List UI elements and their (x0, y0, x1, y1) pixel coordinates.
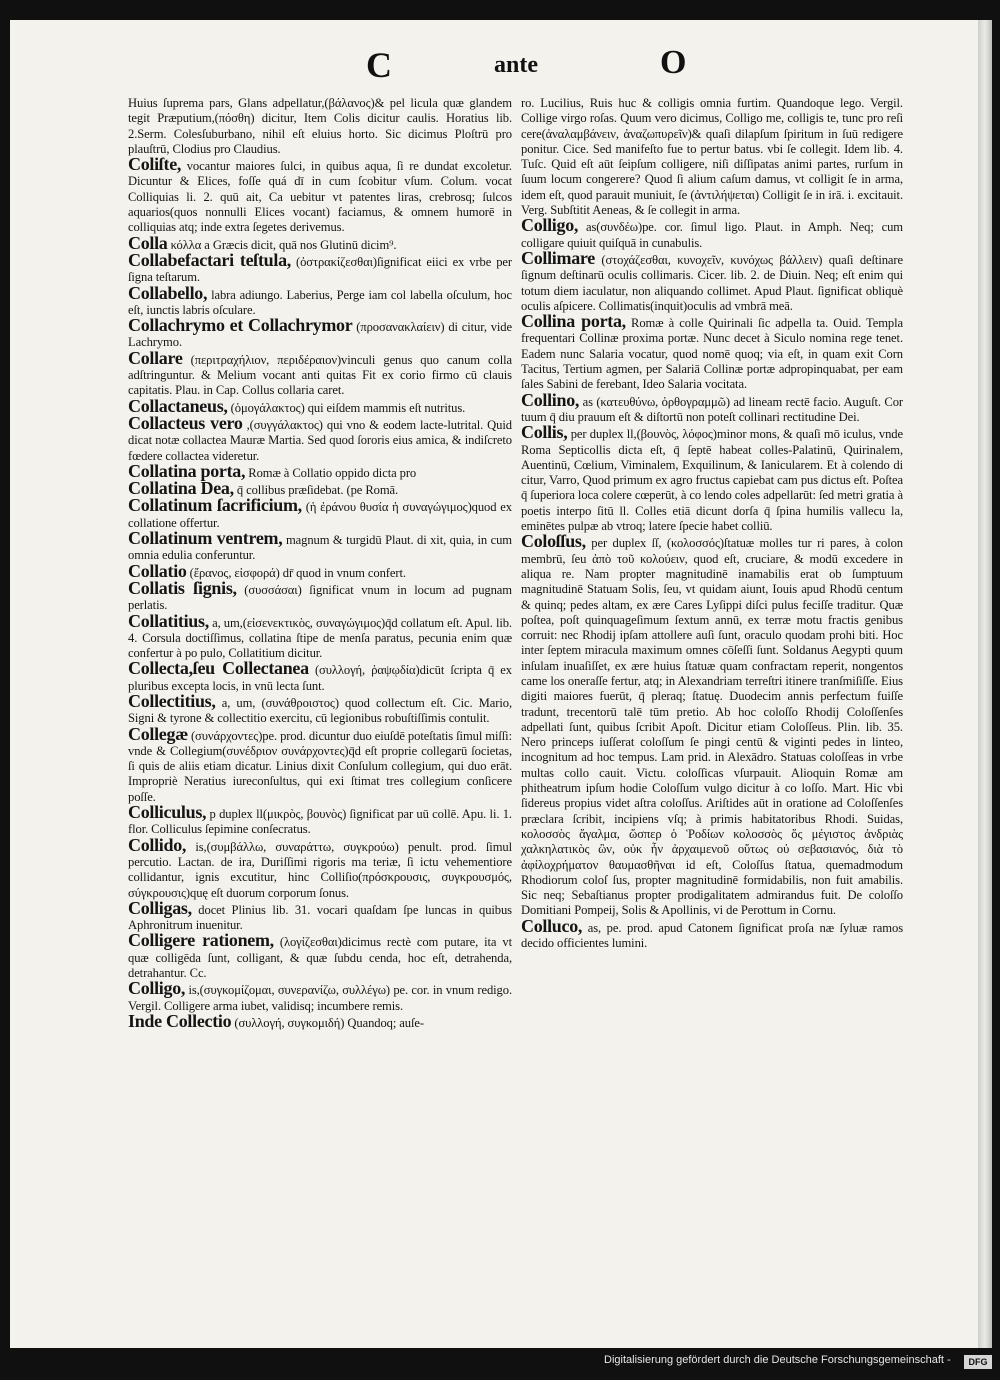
entry-headword: Collacteus vero (128, 412, 243, 433)
running-header (0, 44, 1000, 104)
dictionary-entry (521, 215, 903, 251)
entry-headword: Collina porta, (521, 311, 626, 332)
header-left-letter: C (366, 45, 392, 85)
entry-text: as(συνδέω)pe. cor. ſimul ligo. Plaut. in Amph. Neq; cum colligare quiuit quiſquā in cunabulis. (521, 220, 903, 250)
dictionary-entry (128, 347, 512, 399)
entry-headword: Collis, (521, 422, 568, 443)
entry-text: per duplex ſſ, (κολοσσός)ſtatuæ molles tur ri pares, à colon membrū, ſeu ἀπὸ τοῦ κολούειν, quod eſt, cruciare, & modū excedere in aliqua re. Nam propter magnitudinē inamabilis erat ob ſumptuum magnitudinē Statuam Solis, ſeu, vt quidam aiunt, Iouis apud Rhodū centum & quinq; pedes altam, ex ære Cares Lyſippi diſci pulus feciſſe traditur. Quæ poſtea, poſt quinquageſimum ſextum annū, ex terræ motu fractis genibus corruit: nec Rhodij ipſam attollere auſi ſunt, oraculo quodam prohi biti. Hoc inter ſeptem miracula maximum omnes cōſeſſi ſunt. Soldanus Aegypti quum inſulam inuaſiſſet, ex ære huius ſtatuæ quam confractam reperit, nongentos came los oneraſſe fertur, atq; in Alexandriam terreſtri itinere tranſmiſiſſe. Eius digiti maiores fuerūt, q̄ pleraq; ſtatuę. Duodecim annis perfectum fuiſſe tradunt, trecentorū talē tūm pretio. Ab hoc coloſſo Rhodij Coloſſenſes adpellati ſunt, quibus ſcribit Apoſt. Dicitur etiam Coloſſeus. Plin. lib. 35. Nero princeps iuſſerat coloſſum ſe pingi centū & viginti pedes in linteo, incognitum ad hoc tempus. Lam prid. in Alexādro. Statuas coloſſeas in vrbe multas collo cauit. Victu. coloſſicas vſurpauit. Alioquin Romæ am phitheatrum ipſum hodie Coloſſum vulgo dicitur à co loſſo. Mart. Hic vbi ſidereus propius videt aſtra coloſſus. Ariſtides aūt in oratione ad Coloſſenſes præclara ſcribit, incipiens vſq; à primis habitatoribus Rhodi. Suidas, κολοσσὸς ἄγαλμα, ὥσπερ ὁ Ῥοδίων κολοσσὸς ὅς μέγιστος ἀνδριὰς χαλκηλατικὸς ὢν, οὐκ ἦν ἀρχαιμενοῦ οὕτως οὐ σεβασιανός, διὰ τὸ ἀφίλοχρήματον θαυμασθῆναι id eſt, Coloſſus ſtatua, quemadmodum Rhodiorum coloſ ſus, propter magnitudinē formidabilis, non fuit amabilis. Sic neq; Sebaſtianus propter prodigalitatem admirandus fuit. De coloſſo Domitiani Pompeij, Solis & Apollinis, vi de Perottum in Cornu. (521, 536, 903, 918)
dictionary-entry (521, 247, 903, 314)
entry-text: (ὁμογάλακτος) qui eiſdem mammis eſt nutritus. (230, 400, 466, 415)
dictionary-entry (128, 897, 512, 934)
entry-headword: Colligas, (128, 897, 192, 918)
entry-text: (λογίζεσθαι)dicimus rectè com putare, ita vt quæ colligēda ſunt, colligant, & quæ ſubdu cenda, hoc eſt, detrahenda, detrahantur. Cc. (128, 935, 512, 981)
entry-headword: Inde Collectio (128, 1010, 232, 1031)
entry-headword: Collino, (521, 389, 580, 410)
dictionary-entry (128, 930, 512, 981)
entry-headword: Collecta,ſeu Collectanea (128, 658, 309, 679)
entry-text: as, pe. prod. apud Catonem ſignificat proſa næ ſyluæ ramos decido officientes lumini. (521, 920, 903, 951)
dictionary-entry (521, 389, 903, 426)
entry-headword: Colligo, (128, 978, 186, 999)
entry-text: (συνάρχοντες)pe. prod. dicuntur duo eiuſdē poteſtatis ſimul miſſi: vnde & Collegium(συνέδριον συνάρχοντες)q̄d eſt proprie collegarū ſocietas, ſi quis de aliis etiam dicatur. Linius dixit Conſulum collegium, qui duo erāt. Impropriè Neratius iureconſultus, qui exi ſtimat tres collegium conſicere poſſe. (128, 728, 512, 804)
page-stack-edge (978, 20, 992, 1348)
entry-headword: Collegæ (128, 723, 188, 744)
dictionary-entry (128, 315, 512, 351)
dictionary-entry (128, 577, 512, 614)
entry-text: (συλλογή, συγκομιδή) Quandoq; auſe- (234, 1015, 424, 1030)
header-right-letter: O (660, 44, 687, 81)
entry-text: (στοχάζεσθαι, κυνοχεῖν, κυνόχως βάλλειν) quaſi deſtinare ſignum deſtinarū oculis collimaris. Cicer. lib. 2. de Diuin. Neq; eſt enim qui totum diem iaculatur, non aliquando collimet. Apud Plaut. ſignificat obliquè oculis aſpicere. Collimatis(inquit)oculis ad vmbrā meā. (521, 252, 903, 313)
entry-headword: Collachrymo et Collachrymor (128, 315, 353, 336)
dictionary-entry (521, 531, 903, 918)
entry-text: ,(συγγάλακτος) qui vno & eodem lacte-lutrital. Quid dicat notæ collactea Mauræ Martia. Sed quod ſororis eius amica, & indiſcreto fœdere collactea videretur. (128, 417, 512, 463)
entry-text: docet Plinius lib. 31. vocari quaſdam ſpe luncas in quibus Aphronitrum inuenitur. (128, 902, 512, 933)
dictionary-entry (128, 978, 512, 1014)
entry-text: (ἡ ἐράνου θυσία ἡ συναγώγιμος)quod ex collatione offertur. (128, 500, 512, 530)
entry-text: (συλλογή, ῥαψῳδία)dicūt ſcripta q̄ ex pluribus excepta locis, in vnū lecta ſunt. (128, 663, 512, 693)
entry-headword: Collabefactari teſtula, (128, 249, 291, 270)
entry-text: Huius ſuprema pars, Glans adpellatur,(βάλανος)& pel licula quæ glandem tegit Præputium,(πόσθη) dicitur, Item Colis dicitur caulis. Horatius lib. 2.Serm. Colesſuburbano, nihil eſt eluius horto. Sic dicimus Ploſtrū pro plauſtrū, Clodius pro Claudius. (128, 96, 512, 156)
entry-headword: Collatinum ſacrificium, (128, 495, 302, 516)
entry-headword: Collactaneus, (128, 395, 228, 416)
entry-headword: Colla (128, 232, 168, 253)
entry-headword: Coliſte, (128, 154, 182, 175)
entry-text: q̄ collibus præſidebat. (pe Romā. (236, 483, 399, 498)
entry-text: magnum & turgidū Plaut. di xit, quia, in cum omnia edulia conferuntur. (128, 533, 512, 563)
entry-text: (συσσάσαι) ſignificat vnum in locum ad pugnam perlatis. (128, 582, 512, 613)
entry-headword: Coloſſus, (521, 531, 586, 552)
entry-text: vocantur maiores ſulci, in quibus aqua, ſi re dundat excoletur. Dicuntur & Elices, foſſe quá dī in cum ſcobitur vſum. Colum. vocat Colliquias li. 2. quū ait, Ca uebitur vt patentes liras, crebrosq; ſulcos aquarios(quos nonnulli Elices vocant) faciamus, & omnem humorē in colliquias atq; inde extra ſegetes derivemus. (128, 159, 512, 235)
dictionary-entry (128, 658, 512, 694)
entry-text: is,(συμβάλλω, συναράττω, συγκρούω) penult. prod. ſimul percutio. Lactan. de ira, Duriſſimi rigoris ma teriæ, ſi ictu vehementiore collidantur, ignis excutitur, hinc Colliſio(πρόσκρουσις, συγκρουσμός, σύγκρουσις)quę eſt duorum corporum ſonus. (128, 839, 512, 900)
entry-text: (ὀστρακίζεσθαι)ſignificat eiici ex vrbe per ſigna teſtarum. (128, 254, 512, 285)
entry-headword: Collectitius, (128, 690, 216, 711)
dictionary-entry (521, 311, 903, 392)
dictionary-entry (128, 723, 512, 805)
entry-headword: Collatina porta, (128, 460, 246, 481)
dictionary-entry (128, 834, 512, 901)
dictionary-entry (128, 528, 512, 564)
entry-text: ro. Lucilius, Ruis huc & colligis omnia furtim. Quandoque lego. Vergil. Collige virgo roſas. Quum vero dicimus, Colligo me, colligis te, tunc pro reſi cere(ἀναλαμβάνειν, ἀναζωπυρεῖν)& quaſi dilapſum ſpiritum in ſuū redigere ponitur. Cice. Sed manifeſto fue to pertur batus. vbi ſe collegit. Idem lib. 4. Tuſc. Quid eſt aūt ſeipſum colligere, niſi diſſipatas animi partes, rurſum in ſuum locum congerere? Quod ſi alium caſum damus, vt colligit ſe in arma, idem eſt, quod parauit muniuit, ſe (ἀντιλήψεται) Colligit ſe in irā. i. excitauit. Verg. Subſtitit Aeneas, & ſe collegit in arma. (521, 96, 903, 218)
entry-headword: Colliculus, (128, 802, 207, 823)
entry-text: (περιτραχήλιον, περιδέραιον)vinculi genus quo canum colla adſtringuntur. & Melium vocant anti quitas Fit ex corio firmo cū clauis capitatis. Plau. in Cap. Collus collaria caret. (128, 352, 512, 398)
entry-text: (ἔρανος, εἰσφορά) dr̄ quod in vnum confert. (189, 565, 406, 580)
entry-text: κόλλα a Græcis dicit, quā nos Glutinū dicim⁹. (170, 237, 397, 252)
entry-headword: Collare (128, 347, 183, 368)
left-text-column (128, 96, 512, 1156)
entry-headword: Collabello, (128, 282, 208, 303)
entry-text: a, um, (συνάθροιστος) quod collectum eſt. Cic. Mario, Signi & tyrone & collectitio exercitu, cū legionibus robuſtiſſimis contulit. (128, 695, 512, 726)
entry-text: is,(συγκομίζομαι, συνερανίζω, συλλέγω) pe. cor. in vnum redigo. Vergil. Colligere arma iubet, validisq; incumbere remis. (128, 983, 512, 1013)
dfg-logo: DFG (964, 1355, 992, 1369)
dictionary-entry (128, 154, 512, 235)
dictionary-entry (128, 610, 512, 662)
entry-headword: Collido, (128, 834, 187, 855)
dictionary-entry (128, 802, 512, 838)
entry-text: as (κατευθύνω, ὀρθογραμμῶ) ad lineam rectē facio. Auguſt. Cor tuum q̄ diu prauum eſt & diſtortū non poteſt collinari rectitudine Dei. (521, 394, 903, 424)
entry-text: a, um,(εἰσενεκτικὸς, συναγώγιμος)q̄d collatum eſt. Apul. lib. 4. Corsula doctiſſimus, collatina ſtipe de menſa paratus, pecunia enim quæ confertur à po pulo, Collatitium dicitur. (128, 615, 512, 661)
entry-text: Romæ à Collatio oppido dicta pro (248, 465, 417, 480)
entry-headword: Collatio (128, 560, 187, 581)
entry-headword: Collatinum ventrem, (128, 528, 283, 549)
entry-text: p duplex ll(μικρὸς, βουνὸς) ſignificat par uū collē. Apu. li. 1. flor. Colliculus ſepimine conſecratus. (128, 807, 512, 837)
entry-text: Romæ à colle Quirinali ſic adpella ta. Ouid. Templa frequentari Collinæ proxima portæ. Nunc decet à Siculo nomina rege tenet. Eadem nunc Salaria vocatur, quod nomē quoq; via eſt, in quam exit Corn Tacitus, Tertium agmen, per Salariā Collinæ portæ adpropinquabat, per eam ſales Sabini de ferebant, Ideo Salaria vocitata. (521, 316, 903, 392)
dictionary-entry (521, 422, 903, 534)
entry-text: labra adiungo. Laberius, Perge iam col labella oſculum, hoc eſt, iunctis labris oſculare. (128, 287, 512, 317)
dictionary-entry (521, 915, 903, 952)
header-middle-word: ante (494, 52, 538, 78)
dictionary-entry (521, 96, 903, 218)
entry-headword: Colluco, (521, 915, 583, 936)
dictionary-entry (128, 96, 512, 157)
entry-headword: Collatis ſignis, (128, 577, 237, 598)
right-text-column (521, 96, 903, 1156)
entry-text: per duplex ll,(βουνὸς, λόφος)minor mons, & quaſi mō iculus, vnde Roma Septicollis dicta eſt, q̄ ſeptē habeat colles-Palatinū, Quirinalem, Auentinū, Cœlium, Viminalem, Exquilinum, & Ianicularem. Et à colendo di citur, Varro, Quod primum ex agro fructus capiebat cam pus dictus eſt. Poſtea q̄ ſuperiora loca colere cœperūt, à co lendo coles adpellarūt: ſed metri gratia à poetis interpo ſitū ll. Colles etiā dicunt dorſa q̄ ſpina humilis vallecu la, eminētes pulpæ ab vtroq; latere ſpecie habet colliū. (521, 427, 903, 534)
dictionary-entry (128, 690, 512, 727)
dictionary-entry (128, 495, 512, 531)
entry-headword: Collatina Dea, (128, 478, 234, 499)
entry-text: (προσανακλαίειν) di citur, vide Lachrymo. (128, 320, 512, 350)
dictionary-entry (128, 282, 512, 319)
entry-headword: Colligere rationem, (128, 930, 274, 951)
entry-headword: Colligo, (521, 215, 579, 236)
footer-credit: Digitalisierung gefördert durch die Deutsche Forschungsgemeinschaft - (604, 1354, 951, 1366)
dictionary-entry (128, 1010, 512, 1031)
dictionary-entry (128, 412, 512, 464)
entry-headword: Collatitius, (128, 610, 209, 631)
entry-headword: Collimare (521, 247, 595, 268)
dictionary-entry (128, 249, 512, 286)
